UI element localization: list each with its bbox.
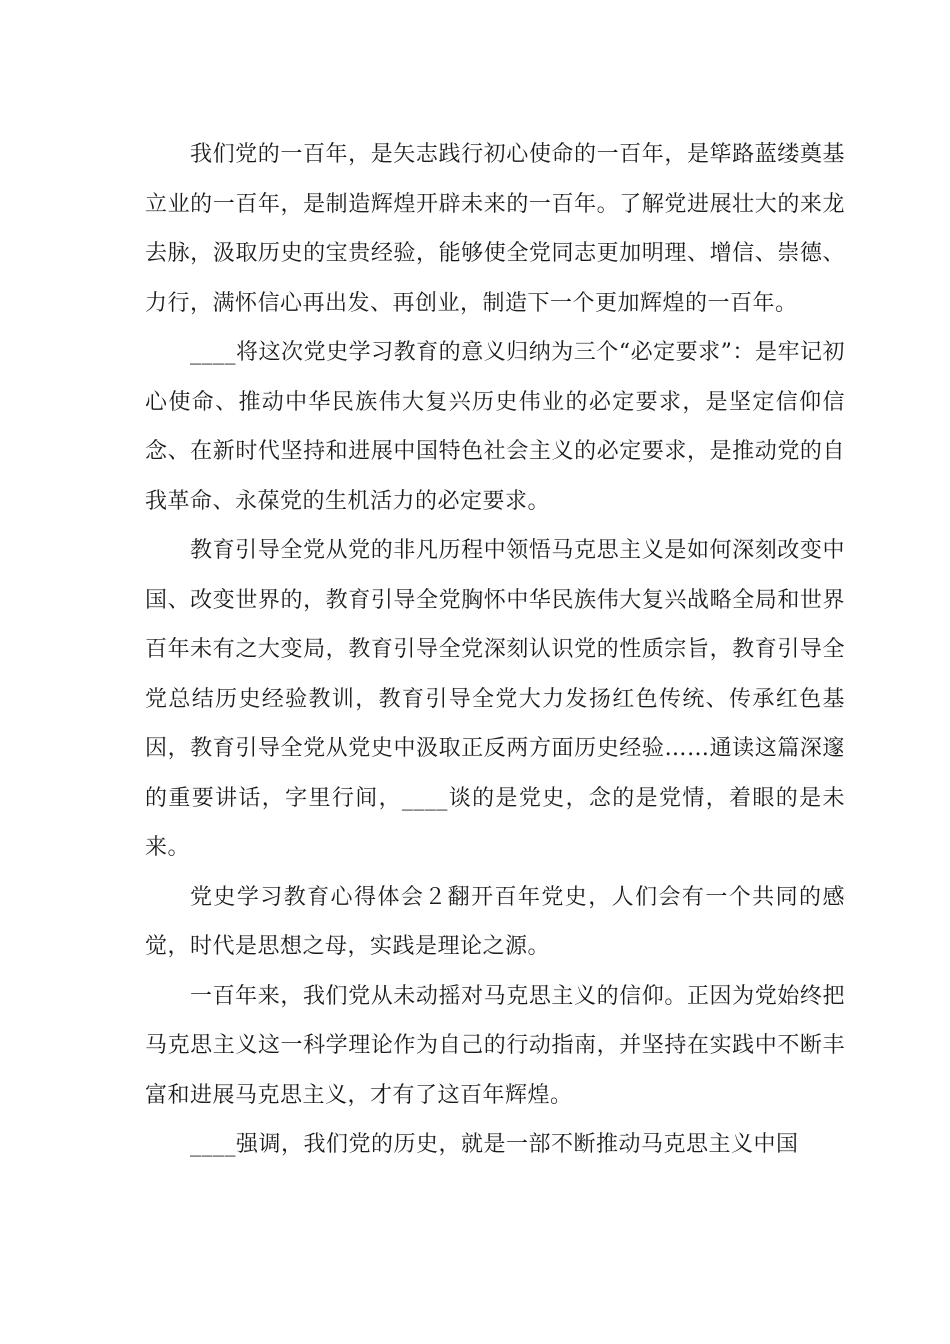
paragraph: 一百年来，我们党从未动摇对马克思主义的信仰。正因为党始终把马克思主义这一科学理论作为自己的行动指南，并坚持在实践中不断丰富和进展马克思主义，才有了这百年辉煌。 <box>145 983 845 1108</box>
paragraph: ____将这次党史学习教育的意义归纳为三个“必定要求”：是牢记初心使命、推动中华民族伟大复兴历史伟业的必定要求，是坚定信仰信念、在新时代坚持和进展中国特色社会主义的必定要求，是推动党的自我革命、永葆党的生机活力的必定要求。 <box>145 340 845 514</box>
document-body <box>145 130 845 1170</box>
paragraph: 党史学习教育心得体会２翻开百年党史，人们会有一个共同的感觉，时代是思想之母，实践是理论之源。 <box>145 884 845 959</box>
paragraph: 教育引导全党从党的非凡历程中领悟马克思主义是如何深刻改变中国、改变世界的，教育引导全党胸怀中华民族伟大复兴战略全局和世界百年未有之大变局，教育引导全党深刻认识党的性质宗旨，教育引导全党总结历史经验教训，教育引导全党大力发扬红色传统、传承红色基因，教育引导全党从党史中汲取正反两方面历史经验……通读这篇深邃的重要讲话，字里行间，____谈的是党史，念的是党情，着眼的是未来。 <box>145 538 845 860</box>
paragraph: 我们党的一百年，是矢志践行初心使命的一百年，是筚路蓝缕奠基立业的一百年，是制造辉煌开辟未来的一百年。了解党进展壮大的来龙去脉，汲取历史的宝贵经验，能够使全党同志更加明理、增信、崇德、力行，满怀信心再出发、再创业，制造下一个更加辉煌的一百年。 <box>145 142 845 316</box>
paragraph: ____强调，我们党的历史，就是一部不断推动马克思主义中国 <box>190 1132 799 1157</box>
